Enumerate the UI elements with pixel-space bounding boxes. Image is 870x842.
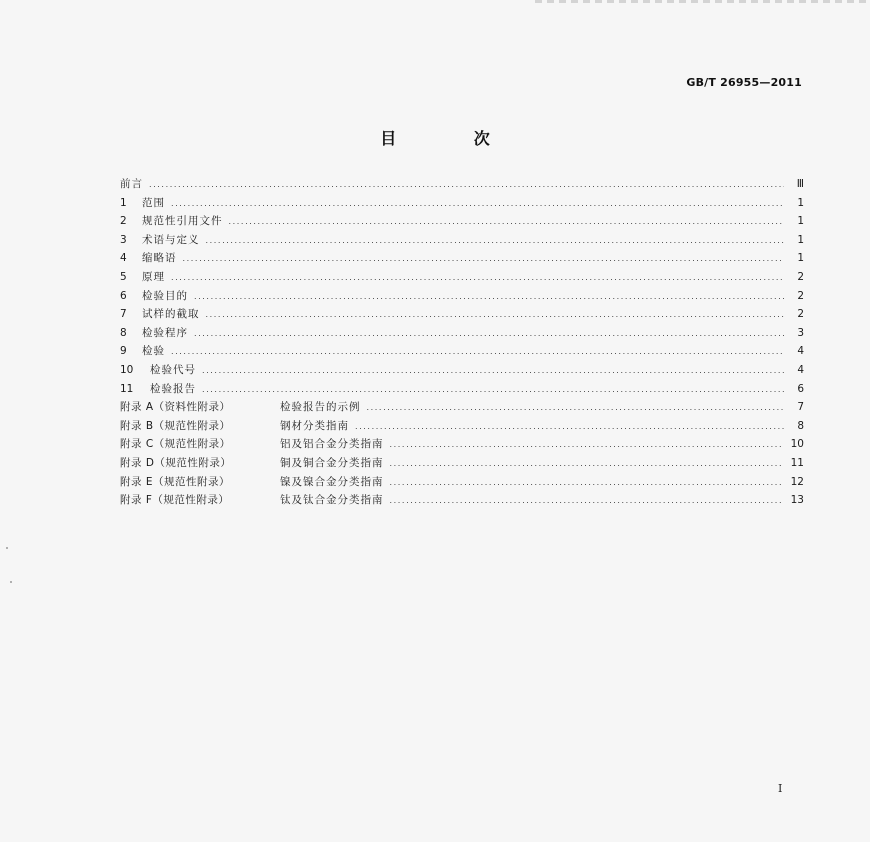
- toc-entry-label: 缩略语: [142, 252, 177, 265]
- toc-entry-page: 13: [790, 494, 804, 507]
- toc-entry-label: 检验报告: [150, 382, 196, 395]
- scan-speck: [10, 581, 12, 583]
- appendix-prefix: 附录 D（规范性附录）: [120, 456, 232, 469]
- toc-entry-page: 4: [797, 345, 804, 358]
- toc-entry-page: 1: [797, 196, 804, 209]
- toc-entry-appendix-f[interactable]: [120, 491, 804, 510]
- page-number: I: [778, 782, 783, 795]
- dot-leader: [390, 491, 785, 510]
- toc-entry-label: 检验目的: [142, 289, 188, 302]
- toc-entry-appendix-b[interactable]: [120, 417, 804, 436]
- toc-entry-page: 8: [797, 419, 804, 432]
- toc-entry-page: 4: [797, 363, 804, 376]
- toc-entry-appendix-a[interactable]: [120, 398, 804, 417]
- toc-entry-number: 10: [120, 363, 134, 376]
- toc-entry-page: 3: [797, 326, 804, 339]
- appendix-prefix: 附录 B（规范性附录）: [120, 419, 231, 432]
- table-of-contents: [120, 175, 804, 510]
- toc-entry-label: 原理: [142, 270, 165, 283]
- dot-leader: [367, 398, 785, 417]
- toc-entry-2[interactable]: [120, 212, 804, 231]
- toc-entry-8[interactable]: [120, 324, 804, 343]
- appendix-prefix: 附录 C（规范性附录）: [120, 438, 231, 451]
- dot-leader: [194, 287, 784, 306]
- toc-entry-page: 2: [797, 308, 804, 321]
- appendix-prefix: 附录 E（规范性附录）: [120, 475, 230, 488]
- dot-leader: [171, 194, 784, 213]
- toc-entry-appendix-c[interactable]: [120, 435, 804, 454]
- toc-entry-label: 检验代号: [150, 363, 196, 376]
- toc-entry-label: 规范性引用文件: [142, 215, 223, 228]
- toc-entry-page: 1: [797, 233, 804, 246]
- toc-entry-page: 10: [790, 438, 804, 451]
- dot-leader: [171, 268, 784, 287]
- toc-entry-label: 铝及铝合金分类指南: [280, 438, 384, 451]
- toc-entry-11[interactable]: [120, 380, 804, 399]
- toc-entry-number: 9: [120, 345, 127, 358]
- toc-entry-page: 12: [790, 475, 804, 488]
- dot-leader: [206, 305, 785, 324]
- standard-number: GB/T 26955—2011: [686, 76, 802, 89]
- dot-leader: [194, 324, 784, 343]
- toc-entry-number: 2: [120, 215, 127, 228]
- toc-entry-5[interactable]: [120, 268, 804, 287]
- toc-entry-number: 5: [120, 270, 127, 283]
- dot-leader: [171, 342, 784, 361]
- toc-entry-label: 铜及铜合金分类指南: [280, 456, 384, 469]
- toc-entry-appendix-d[interactable]: [120, 454, 804, 473]
- toc-entry-number: 4: [120, 252, 127, 265]
- toc-entry-number: 8: [120, 326, 127, 339]
- toc-entry-7[interactable]: [120, 305, 804, 324]
- toc-entry-label: 检验报告的示例: [280, 401, 361, 414]
- toc-entry-label: 检验: [142, 345, 165, 358]
- dot-leader: [206, 231, 785, 250]
- dot-leader: [355, 417, 784, 436]
- toc-entry-foreword[interactable]: [120, 175, 804, 194]
- toc-entry-page: 7: [797, 401, 804, 414]
- toc-entry-label: 试样的截取: [142, 308, 200, 321]
- toc-entry-number: 1: [120, 196, 127, 209]
- toc-entry-4[interactable]: [120, 249, 804, 268]
- toc-entry-label: 钢材分类指南: [280, 419, 349, 432]
- toc-entry-page: Ⅲ: [796, 178, 804, 190]
- toc-entry-number: 6: [120, 289, 127, 302]
- toc-entry-10[interactable]: [120, 361, 804, 380]
- appendix-prefix: 附录 F（规范性附录）: [120, 494, 230, 507]
- dot-leader: [390, 435, 785, 454]
- toc-entry-label: 前言: [120, 178, 143, 190]
- toc-entry-label: 镍及镍合金分类指南: [280, 475, 384, 488]
- toc-entry-page: 6: [797, 382, 804, 395]
- dot-leader: [149, 175, 784, 194]
- toc-entry-label: 检验程序: [142, 326, 188, 339]
- appendix-prefix: 附录 A（资料性附录）: [120, 401, 231, 414]
- toc-entry-label: 范围: [142, 196, 165, 209]
- dot-leader: [202, 380, 784, 399]
- dot-leader: [229, 212, 785, 231]
- toc-entry-1[interactable]: [120, 194, 804, 213]
- toc-entry-6[interactable]: [120, 287, 804, 306]
- dot-leader: [183, 249, 785, 268]
- dot-leader: [390, 454, 785, 473]
- toc-entry-number: 3: [120, 233, 127, 246]
- toc-entry-page: 1: [797, 252, 804, 265]
- scan-speck: [6, 547, 8, 549]
- toc-entry-label: 术语与定义: [142, 233, 200, 246]
- toc-entry-page: 11: [790, 456, 804, 469]
- toc-entry-label: 钛及钛合金分类指南: [280, 494, 384, 507]
- toc-entry-page: 2: [797, 270, 804, 283]
- scan-artifact: [535, 0, 870, 3]
- toc-entry-number: 7: [120, 308, 127, 321]
- toc-entry-appendix-e[interactable]: [120, 473, 804, 492]
- toc-entry-9[interactable]: [120, 342, 804, 361]
- page-title: 目 次: [380, 129, 526, 148]
- toc-entry-3[interactable]: [120, 231, 804, 250]
- toc-entry-page: 2: [797, 289, 804, 302]
- toc-entry-number: 11: [120, 382, 134, 395]
- toc-entry-page: 1: [797, 215, 804, 228]
- dot-leader: [390, 473, 785, 492]
- dot-leader: [202, 361, 784, 380]
